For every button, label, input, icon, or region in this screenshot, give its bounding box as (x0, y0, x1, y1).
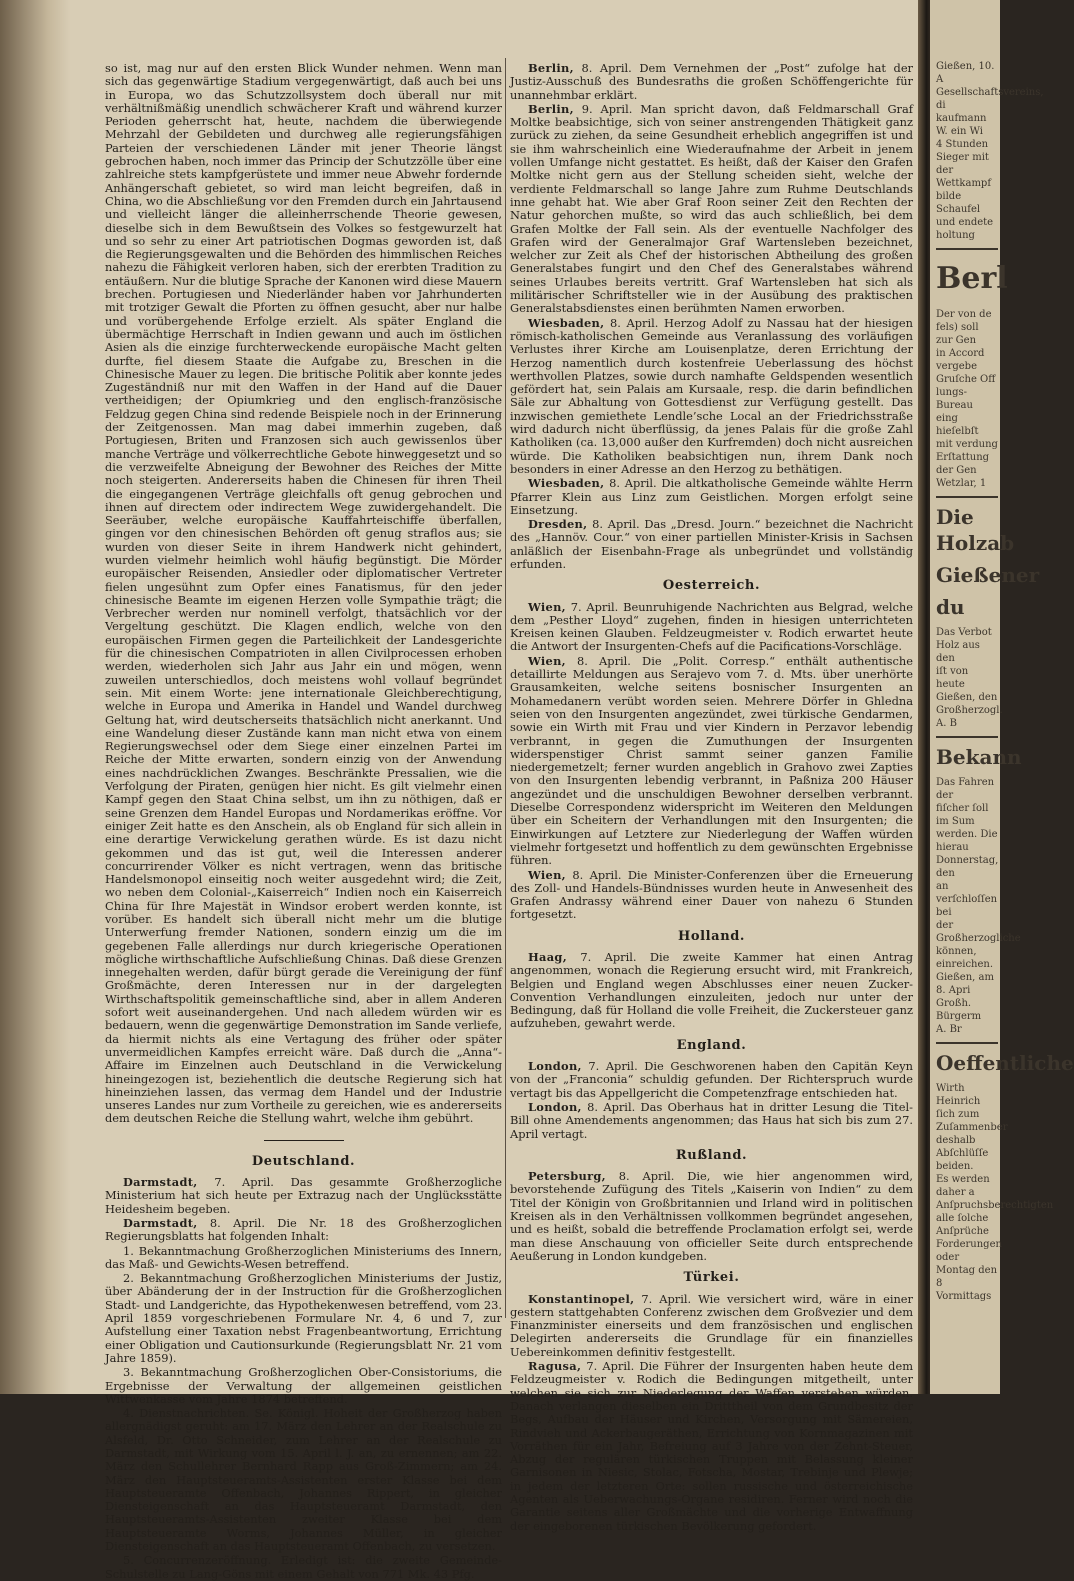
list-item: 4. Dienstnachrichten. Se. Königl. Hoheit der Großherzog haben allergnädigst geruht: am 17. März den Lehrer an der Realschule zu Alsfeld, Dr. Otto Schneider, zum Lehrer an der Realschule zu Darmstadt, mit Wirkung vom 15. April l. J. an, zu ernennen; am 22. März den Schullehrer Bernhard Rapp aus Groß-Zimmern; am 24. März den Hauptsteueramts-Assistenten erster Klasse bei dem Hauptsteueramte Offenbach, Johannes Rippert, in gleicher Diensteigenschaft an das Hauptsteueramt Darmstadt, den Hauptsteueramts-Assistenten zweiter Klasse bei dem Hauptsteueramte Worms, Johannes Müller, in gleicher Diensteigenschaft an das Hauptsteueramt Offenbach, zu versetzen. (105, 1406, 502, 1554)
news-text: 8. April. Das „Dresd. Journ.“ bezeichnet die Nachricht des „Hannöv. Cour.“ von einer partiellen Minister-Krisis in Sachsen anläßlich der Eisenbahn-Frage als unbegründet und vollständig erfunden. (510, 517, 913, 571)
adjacent-line: Es werden daher a (936, 1174, 990, 1198)
news-item (510, 1360, 913, 1533)
adjacent-rule (936, 736, 998, 738)
adjacent-line: beiden. (936, 1161, 974, 1172)
adjacent-line: Erſtattung der Gen (936, 452, 990, 476)
news-item (510, 951, 913, 1031)
adjacent-line: 4 Stunden Sieger mit (936, 139, 989, 163)
adjacent-line: der Wettkampf bilde (936, 165, 992, 202)
adjacent-line: Holz aus den (936, 640, 980, 664)
adjacent-line: alle ſolche Anſprüche (936, 1213, 989, 1237)
adjacent-heading: Berl (936, 261, 1008, 296)
adjacent-line: Montag den 8 (936, 1265, 998, 1289)
column-divider (505, 58, 506, 1318)
adjacent-line: Wetzlar, 1 (936, 478, 987, 489)
news-text: 8. April. Die, wie hier angenommen wird, bevorstehende Zufügung des Titels „Kaiserin von Indien“ zu dem Titel der Königin von Großbritannien und Irland wird in politischen Kreisen als in den Verhältnissen vollkommen begründet angesehen, und es heißt, sobald die betreffende Proclamation erfolgt sei, werde man diese Anschauung von officieller Seite durch entsprechende Aeußerung in London kundgeben. (510, 1169, 913, 1263)
adjacent-line: Der von de (936, 309, 992, 320)
adjacent-line: holtung (936, 230, 975, 241)
news-text: 8. April. Die altkatholische Gemeinde wählte Herrn Pfarrer Klein aus Linz zum Geistlichen. Morgen erfolgt seine Einsetzung. (510, 476, 913, 517)
adjacent-rule (936, 1042, 998, 1044)
right-column (510, 61, 913, 1533)
news-text: 7. April. Die Führer der Insurgenten haben heute dem Feldzeugmeister v. Rodich die Bedingungen mitgetheilt, unter welchen sie sich zur Niederlegung der Waffen verstehen würden. Danach verlangen dieselben ein Dritttheil von dem Grundbesitz der Begs, Aufbau der Häuser und Kirchen, Versorgung mit Sämereien, Rindvieh und Ackerbaugeräthen, Errichtung von Kornmagazinen mit Vorräthen für ein Jahr, Befreiung auf 3 Jahre von der Zehnt-Steuer, Abzug der regulären türkischen Truppen mit Belassung kleiner Garnisonen in Niesic, Stolac, Fotscha, Mostar, Trebinje und Plewje; in jedem der letzteren Orte: sollen russische und österreichische Agenten als Ueberwachungs-Organe residiren. Ferner wird noch die Garantie seitens aller Großmächte und die vorherige Entwaffnung der eingeborenen türkischen Bevölkerung gefordert. (510, 1359, 913, 1533)
dateline: Haag, (528, 950, 567, 964)
adjacent-line: in Accord vergebe (936, 348, 985, 372)
adjacent-line: Das Fahren der (936, 777, 995, 801)
adjacent-line: können, einreichen. (936, 946, 994, 970)
adjacent-line: Gruſche Off (936, 374, 996, 385)
adjacent-line: kaufmann W. ein Wi (936, 113, 987, 137)
adjacent-heading: du (936, 595, 965, 619)
news-text: 8. April. Die „Polit. Corresp.“ enthält authentische detaillirte Meldungen aus Serajevo vom 7. d. Mts. über unerhörte Grausamkeiten, welche seitens bosnischer Insurgenten an Mohamedanern verübt worden seien. Mehrere Dörfer in Ghledna seien von den Insurgenten angezündet, zwei türkische Gendarmen, sowie ein Wirth mit Frau und vier Kindern in Perzavor lebendig verbrannt, in gegen die Zumuthungen der Insurgenten widerspenstiger Christ sammt seiner ganzen Familie niedergemetzelt; ferner wurden angeblich in Grahovo zwei Zapties von den Insurgenten lebendig verbrannt, in Paßniza 200 Häuser angezündet und die unschuldigen Bewohner derselben verbrannt. Dieselbe Correspondenz widerspricht im Weiteren den Meldungen über ein Scheitern der Verhandlungen mit den Insurgenten; die Einwirkungen auf Letztere zur Niederlegung der Waffen würden vielmehr fortgesetzt und hoffentlich zu dem gewünschten Ergebnisse führen. (510, 653, 913, 868)
adjacent-line: A. Br (936, 1024, 962, 1035)
dateline: Dresden, (528, 517, 588, 532)
news-text: 8. April. Das Oberhaus hat in dritter Lesung die Titel-Bill ohne Amendements angenommen; das Haus hat sich bis zum 27. April vertagt. (510, 1099, 913, 1141)
adjacent-line: Gießen, den (936, 692, 998, 703)
section-heading-england: England. (676, 1037, 747, 1053)
adjacent-line: Anſpruchsberechtigten (936, 1200, 1054, 1211)
news-text: 8. April. Dem Vernehmen der „Post“ zufolge hat der Justiz-Ausschuß des Bundesraths die großen Schöffengerichte für unannehmbar erklärt. (510, 61, 913, 102)
adjacent-line: Gießen, 10. A (936, 61, 995, 85)
news-item (510, 1060, 913, 1100)
dateline: Petersburg, (528, 1169, 606, 1184)
news-item (510, 1101, 913, 1141)
news-text: 8. April. Herzog Adolf zu Nassau hat der hiesigen römisch-katholischen Gemeinde aus Veranlassung des vorläufigen Verlustes ihrer Kirche am Louisenplatze, deren Errichtung der Herzog namentlich durch kostenfreie Ueberlassung des höchst werthvollen Platzes, sowie durch namhafte Geldspenden wesentlich gefördert hat, sein Palais am Kursaale, resp. die darin befindlichen Säle zur Abhaltung von Gottesdienst zur Verfügung gestellt. Das inzwischen gemiethete Lendle’sche Local an der Friedrichsstraße wird dadurch nicht überflüssig, da jenes Palais für die große Zahl Katholiken (ca. 13,000 außer den Kurfremden) doch nicht ausreichen würde. Die Katholiken beabsichtigen nun, ihrem Dank noch besonders in einer Adresse an den Herzog zu bethätigen. (510, 315, 913, 476)
news-item (510, 1170, 913, 1263)
dateline: London, (528, 1059, 582, 1074)
news-item (510, 655, 913, 868)
adjacent-line: Vormittags (936, 1291, 992, 1302)
news-item (105, 1176, 502, 1216)
adjacent-heading: Bekann (936, 745, 1022, 769)
section-heading-holland: Holland. (677, 928, 746, 944)
list-item: 1. Bekanntmachung Großherzoglichen Ministeriums des Innern, das Maß- und Gewichts-Wesen betreffend. (105, 1243, 502, 1271)
adjacent-line: werden. Die hierau (936, 829, 998, 853)
dateline: London, (528, 1099, 582, 1114)
adjacent-line: Gießen, am 8. Apri (936, 972, 994, 996)
news-text: 7. April. Die zweite Kammer hat einen Antrag angenommen, wonach die Regierung ersucht wird, mit Frankreich, Belgien und England wegen Abschlusses einer neuen Zucker-Convention Verhandlungen einzuleiten, jedoch nur unter der Bedingung, daß für Holland die volle Freiheit, die Zuckersteuer ganz aufzuheben, gewahrt werde. (510, 950, 913, 1031)
dateline: Wiesbaden, (528, 476, 605, 491)
news-item (510, 518, 913, 571)
news-item (510, 62, 913, 102)
adjacent-heading: Die Holzab (936, 505, 1015, 555)
dateline: Wien, (528, 599, 566, 614)
adjacent-line: hieſelbſt mit verdung (936, 426, 998, 450)
dateline: Berlin, (528, 61, 574, 75)
adjacent-rule (936, 248, 998, 250)
list-item: 2. Bekanntmachung Großherzoglichen Ministeriums der Justiz, über Abänderung der in der Instruction für die Großherzoglichen Stadt- und Landgerichte, das Hypothekenwesen betreffend, vom 23. April 1859 vorgeschriebenen Formulare Nr. 4, 6 und 7, zur Aufstellung einer Taxation nebst Fragenbeantwortung, Errichtung einer Obligation und Cautionsurkunde (Regierungsblatt Nr. 21 vom Jahre 1859). (105, 1271, 502, 1365)
dateline: Wien, (528, 867, 566, 882)
adjacent-line: Schaufel und endete (936, 204, 994, 228)
dateline: Darmstadt, (123, 1175, 198, 1190)
section-heading-tuerkei: Türkei. (683, 1270, 740, 1286)
adjacent-line: iſt von heute (936, 666, 969, 690)
news-text: 8. April. Die Minister-Conferenzen über die Erneuerung des Zoll- und Handels-Bündnisses wurden heute in Anwesenheit des Grafen Andrassy während einer Dauer von nahezu 6 Stunden fortgesetzt. (510, 867, 913, 922)
adjacent-line: lungs-Bureau eing (936, 387, 973, 424)
news-item (510, 1293, 913, 1359)
adjacent-line: Wirth Heinrich (936, 1083, 981, 1107)
section-rule (264, 1140, 344, 1141)
news-item (510, 317, 913, 477)
adjacent-line: fiſcher ſoll im Sum (936, 803, 989, 827)
news-item (510, 477, 913, 517)
adjacent-line: Großh. Bürgerm (936, 998, 982, 1022)
news-text: 7. April. Beunruhigende Nachrichten aus Belgrad, welche dem „Pesther Lloyd“ zugehen, finden in hiesigen unterrichteten Kreisen keinen Glauben. Feldzeugmeister v. Rodich erwartet heute die Antwort der Insurgenten-Chefs auf die Pacifications-Vorschläge. (510, 599, 913, 654)
adjacent-line: Donnerstag, den (936, 855, 999, 879)
adjacent-line: A. B (936, 718, 957, 729)
dateline: Wien, (528, 653, 566, 668)
left-column (105, 61, 502, 1581)
section-heading-oesterreich: Oesterreich. (662, 578, 761, 594)
section-heading-deutschland: Deutschland. (251, 1153, 356, 1169)
dateline: Berlin, (528, 101, 574, 116)
news-text: 7. April. Wie versichert wird, wäre in einer gestern stattgehabten Conferenz zwischen dem Großvezier und dem Finanzminister einerseits und dem französischen und englischen Delegirten andererseits die Grundlage für ein finanzielles Uebereinkommen definitiv festgestellt. (510, 1291, 913, 1359)
dateline: Darmstadt, (123, 1215, 198, 1230)
news-text: 9. April. Man spricht davon, daß Feldmarschall Graf Moltke beabsichtige, sich von seiner anstrengenden Thätigkeit ganz zurück zu ziehen, da seine Gesundheit erheblich angegriffen ist und sie ihm wahrscheinlich eine Wiederaufnahme der Arbeit in jenem vollen Umfange nicht gestattet. Es heißt, daß der Kaiser den Grafen Moltke nicht gern aus der Stellung scheiden sieht, welche der verdiente Feldmarschall so lange Jahre zum Ruhme Deutschlands inne gehabt hat. Wie aber Graf Roon seiner Zeit den Rechten der Natur gehorchen mußte, so wird das auch schließlich, bei dem Grafen Moltke der Fall sein. Als der eventuelle Nachfolger des Grafen wird der Generalmajor Graf Wartensleben bezeichnet, welcher zur Zeit als Chef der historischen Abtheilung des großen Generalstabes fungirt und den Chef des Generalstabes während seines Urlaubes bereits vertritt. Graf Wartensleben hat sich als militärischer Schriftsteller wie in der Ausübung des praktischen Generalstabsdienstes einen berühmten Namen erworben. (510, 101, 913, 316)
adjacent-page (930, 0, 1074, 1394)
adjacent-line: deshalb Abſchlüſſe (936, 1135, 989, 1159)
list-item: 5. Concurrenzeröffnung. Erledigt ist: die zweite Gemeinde-Schulstelle zu Lang-Göns mit einem Gehalt von 771 Mk. 43 Pfg. (105, 1553, 502, 1581)
news-item (510, 103, 913, 316)
dateline: Ragusa, (528, 1359, 582, 1374)
news-item (105, 1217, 502, 1244)
section-heading-russland: Rußland. (675, 1147, 748, 1163)
adjacent-line: fels) soll zur Gen (936, 322, 979, 346)
adjacent-heading: Oeffentliche (936, 1051, 1074, 1075)
adjacent-line: an verſchloſſen bei (936, 881, 998, 918)
adjacent-line: ſich zum Zuſammenber (936, 1109, 1008, 1133)
list-item: 3. Bekanntmachung Großherzoglichen Ober-Consistoriums, die Ergebnisse der Verwaltung der allgemeinen geistlichen Wittwenkasse vom Jahre 1874 betreffend. (105, 1365, 502, 1406)
news-text: 7. April. Die Geschworenen haben den Capitän Keyn von der „Franconia“ schuldig gefunden. Der Richterspruch wurde vertagt bis das Appellgericht die Competenzfrage entschieden hat. (510, 1059, 913, 1100)
dateline: Wiesbaden, (528, 315, 605, 330)
adjacent-line: Das Verbot (936, 627, 992, 638)
news-item (510, 601, 913, 654)
news-text: 7. April. Das gesammte Großherzogliche Ministerium hat sich heute per Extrazug nach der Unglücksstätte Heidesheim begeben. (105, 1175, 502, 1216)
adjacent-line: Großherzogl. (936, 705, 1003, 716)
article-china: so ist, mag nur auf den ersten Blick Wunder nehmen. Wenn man sich das gegenwärtige Stadium vergegenwärtigt, daß auch bei uns in Europa, wo das Schutzzollsystem doch überall nur mit verhältnißmäßig unendlich schwächerer Kraft und während kurzer Perioden geherrscht hat, heute, nachdem die überwiegende Mehrzahl der Gebildeten und durchweg alle regierungsfähigen Parteien der verschiedenen Länder mit jener Theorie längst gebrochen haben, noch immer das Princip der Schutzzölle über eine zahlreiche stets kampfgerüstete und immer neue Abwehr fordernde Anhängerschaft gebietet, so wird man leicht begreifen, daß in China, wo die Abschließung vor den Fremden durch ein Jahrtausend und vielleicht länger die alleinherrschende Theorie gewesen, dieselbe sich in dem Bewußtsein des Volkes so festgewurzelt hat und so sehr zu einer Art patriotischen Dogmas geworden ist, daß die Regierungsgewalten und die Behörden des himmlischen Reiches nahezu die Fähigkeit verloren haben, sich der ererbten Tradition zu entäußern. Nur die blutige Sprache der Kanonen wird diese Mauern brechen. Portugiesen und Niederländer haben vor Jahrhunderten mit trotziger Gewalt die Pforten zu öffnen gesucht, aber nur halbe und vorübergehende Erfolge erzielt. Als später England die übermächtige Herrschaft in Indien gewann und auch im östlichen Asien als die einzige furchterweckende europäische Macht gelten durfte, fiel diesem Staate die Aufgabe zu, Breschen in die Chinesische Mauer zu legen. Die britische Politik aber konnte jedes Zugeständniß nur mit den Waffen in der Hand auf die Dauer vertheidigen; der Opiumkrieg und den englisch-französische Feldzug gegen China sind redende Beispiele noch in der Erinnerung der Zeitgenossen. Man mag dabei immerhin zugeben, daß Portugiesen, Briten und Franzosen sich auch gewissenlos über manche Verträge und völkerrechtliche Gebote hinweggesetzt und so die verzweifelte Abneigung der Bewohner des Reiches der Mitte noch steigerten. Andererseits haben die Chinesen für ihren Theil die eingegangenen Verträge gleichfalls oft genug gebrochen und ihnen auf directem oder indirectem Wege zuwidergehandelt. Die Seeräuber, welche europäische Kauffahrteischiffe überfallen, gingen vor den chinesischen Behörden oft genug straflos aus; sie wurden von dieser Seite in ihrem Handwerk nicht gehindert, wurden vielmehr heimlich wohl häufig begünstigt. Die Mörder europäischer Reisenden, Ansiedler oder diplomatischer Vertreter fielen ungesühnt zum Opfer eines Fanatismus, für den jeder chinesische Beamte im eigenen Herzen volle Sympathie trägt; die Verbrecher werden nur nominell verfolgt, thatsächlich vor der Vergeltung geschützt. Die Klagen endlich, welche von den europäischen Firmen gegen die Parteilichkeit der Landesgerichte für die chinesischen Compatrioten in allen Civilprocessen erhoben werden, wiederholen sich Jahr aus Jahr ein und mögen, wenn zuweilen unterschiedlos, doch meistens wohl vollauf begründet sein. Mit einem Worte: jene internationale Gleichberechtigung, welche in Europa und Amerika in Handel und Wandel durchweg Geltung hat, wird deutscherseits thatsächlich nicht anerkannt. Und eine Wandelung dieser Zustände kann man nicht etwa von einem Regierungswechsel oder dem Siege einer einzelnen Partei im Reiche der Mitte erwarten, sondern einzig von der Anwendung eines nachdrücklichen Zwanges. Beschränkte Pressalien, wie die Verfolgung der Piraten, genügen hier nicht. Es gilt vielmehr einen Kampf gegen den Staat China selbst, um ihn zu nöthigen, daß er seine Grenzen dem Handel Europas und Nordamerikas eröffne. Vor einiger Zeit hatte es den Anschein, als ob England für sich allein in eine derartige Verwickelung gerathen würde. Es ist dazu nicht gekommen und das ist gut, weil die Interessen anderer concurrirender Völker es nicht vertragen, wenn das britische Handelsmonopol einseitig noch weiter ausgedehnt wird; die Zeit, wo neben dem Colonial-„Kaiserreich“ Indien noch ein Kaiserreich China für Ihre Majestät in Windsor erobert werden konnte, ist vorüber. Es handelt sich überall nicht mehr um die blutige Unterwerfung fremder Nationen, sondern einzig um die im gegebenen Falle allerdings nur durch kriegerische Operationen mögliche wirthschaftliche Aufschließung Chinas. Daß diese Grenzen innegehalten werden, dafür bürgt gerade die Vereinigung der fünf Großmächte, deren Interessen nur in der dargelegten Wirthschaftspolitik gemeinschaftliche sind, aber in allem Anderen sofort weit auseinandergehen. Und nach alledem würden wir es bedauern, wenn die gegenwärtige Demonstration im Sande verliefe, da hiermit nichts als eine Vertagung des früher oder später unvermeidlichen Kampfes erreicht wäre. Daß durch die „Anna“-Affaire im Einzelnen auch Deutschland in die Verwickelung hineingezogen ist, beziehentlich die deutsche Regierung sich hat hineinziehen lassen, das vermag dem Handel und der Industrie unseres Landes nur zum Vortheile zu gereichen, wie es andererseits dem deutschen Reiche die Stellung wahrt, welche ihm gebührt. (105, 61, 502, 1126)
adjacent-line: Forderungen oder (936, 1239, 1002, 1263)
adjacent-line: Gesellschaftsvereins, di (936, 87, 1044, 111)
adjacent-heading: Gießener (936, 563, 1040, 587)
news-text: 8. April. Die Nr. 18 des Großherzoglichen Regierungsblatts hat folgenden Inhalt: (105, 1215, 502, 1244)
news-item (510, 869, 913, 922)
adjacent-rule (936, 496, 998, 498)
dateline: Konstantinopel, (528, 1291, 635, 1306)
adjacent-line: der Großherzogliche (936, 920, 1021, 944)
